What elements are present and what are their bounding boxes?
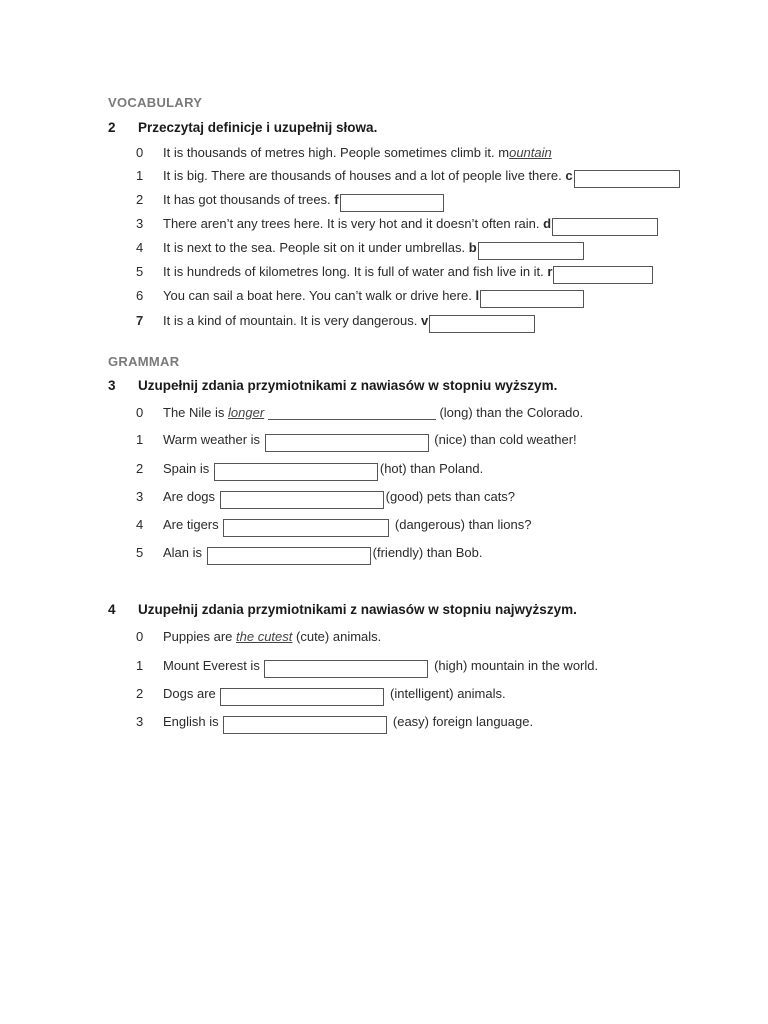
vocab-item-6 [136,286,586,306]
grammar4-item-0 [136,627,381,647]
vocab-item-2 [136,190,446,210]
grammar3-item-5 [136,543,483,563]
answer-input-b[interactable] [478,242,584,260]
item-number: 4 [136,240,144,255]
grammar3-item-4 [136,515,531,535]
answer-input[interactable] [220,491,384,509]
task-4-heading [108,602,577,617]
grammar3-item-2 [136,459,483,479]
item-number: 4 [136,517,144,532]
grammar3-item-1 [136,430,577,450]
sentence-end: (friendly) than Bob. [372,545,483,560]
grammar4-item-1 [136,656,598,676]
task-number: 2 [108,120,116,135]
task-instruction: Uzupełnij zdania przymiotnikami z nawiasów w stopniu wyższym. [138,378,558,393]
item-text: It is big. There are thousands of houses and a lot of people live there. [163,168,562,183]
sentence-end: (dangerous) than lions? [394,517,532,532]
sentence-start: Puppies are [163,629,233,644]
first-letter: r [547,264,553,279]
item-number: 3 [136,489,144,504]
item-number: 0 [136,145,144,160]
example-answer: longer [228,405,265,420]
answer-input[interactable] [220,688,384,706]
item-number: 5 [136,264,144,279]
sentence-end: (high) mountain in the world. [434,658,599,673]
vocab-item-1 [136,166,682,186]
sentence-start: Alan is [163,545,203,560]
first-letter: f [334,192,339,207]
sentence-start: Dogs are [163,686,216,701]
sentence-start: Are dogs [163,489,216,504]
item-text: It has got thousands of trees. [163,192,331,207]
grammar-heading: GRAMMAR [108,354,180,369]
answer-input[interactable] [223,716,387,734]
item-number: 0 [136,405,144,420]
item-text: It is next to the sea. People sit on it under umbrellas. [163,240,466,255]
answer-input[interactable] [264,660,428,678]
answer-input-r[interactable] [553,266,653,284]
answer-input-d[interactable] [552,218,658,236]
first-letter: b [468,240,477,255]
sentence-start: The Nile is [163,405,225,420]
item-text: It is a kind of mountain. It is very dangerous. [163,313,418,328]
answer-input[interactable] [265,434,429,452]
first-letter: l [475,288,480,303]
first-letter: c [565,168,573,183]
sentence-start: Are tigers [163,517,219,532]
item-number: 1 [136,658,144,673]
answer-input[interactable] [214,463,378,481]
item-number: 7 [136,313,144,328]
sentence-start: English is [163,714,219,729]
grammar4-item-2 [136,684,506,704]
sentence-end: (cute) animals. [296,629,382,644]
task-number: 3 [108,378,116,393]
item-number: 1 [136,432,144,447]
sentence-end: (hot) than Poland. [379,461,484,476]
item-number: 3 [136,216,144,231]
answer-input-l[interactable] [480,290,584,308]
vocab-item-0 [136,143,552,163]
vocab-item-5 [136,262,655,282]
item-text: It is thousands of metres high. People sometimes climb it. m [163,145,510,160]
example-answer: ountain [509,145,552,160]
grammar3-item-0 [136,403,583,423]
sentence-end: (long) than the Colorado. [439,405,584,420]
vocabulary-heading: VOCABULARY [108,95,203,110]
task-2-heading [108,120,377,135]
sentence-start: Warm weather is [163,432,261,447]
answer-input-c[interactable] [574,170,680,188]
grammar3-item-3 [136,487,515,507]
task-instruction: Przeczytaj definicje i uzupełnij słowa. [138,120,378,135]
item-text: You can sail a boat here. You can’t walk or drive here. [163,288,472,303]
item-number: 1 [136,168,144,183]
task-3-heading [108,378,557,393]
answer-input-v[interactable] [429,315,535,333]
item-number: 2 [136,686,144,701]
item-number: 6 [136,288,144,303]
answer-line [268,405,436,420]
item-number: 0 [136,629,144,644]
item-number: 2 [136,461,144,476]
sentence-start: Mount Everest is [163,658,260,673]
answer-input-f[interactable] [340,194,444,212]
answer-input[interactable] [207,547,371,565]
sentence-end: (nice) than cold weather! [434,432,577,447]
grammar4-item-3 [136,712,533,732]
sentence-start: Spain is [163,461,210,476]
task-number: 4 [108,602,116,617]
vocab-item-7 [136,311,537,331]
item-text: There aren’t any trees here. It is very hot and it doesn’t often rain. [163,216,540,231]
vocab-item-3 [136,214,660,234]
vocab-item-4 [136,238,586,258]
item-text: It is hundreds of kilometres long. It is full of water and fish live in it. [163,264,544,279]
item-number: 3 [136,714,144,729]
sentence-end: (good) pets than cats? [385,489,516,504]
item-number: 5 [136,545,144,560]
answer-input[interactable] [223,519,389,537]
first-letter: d [543,216,552,231]
sentence-end: (intelligent) animals. [390,686,506,701]
first-letter: v [420,313,429,328]
item-number: 2 [136,192,144,207]
example-answer: the cutest [236,629,293,644]
sentence-end: (easy) foreign language. [392,714,534,729]
task-instruction: Uzupełnij zdania przymiotnikami z nawiasów w stopniu najwyższym. [138,602,577,617]
